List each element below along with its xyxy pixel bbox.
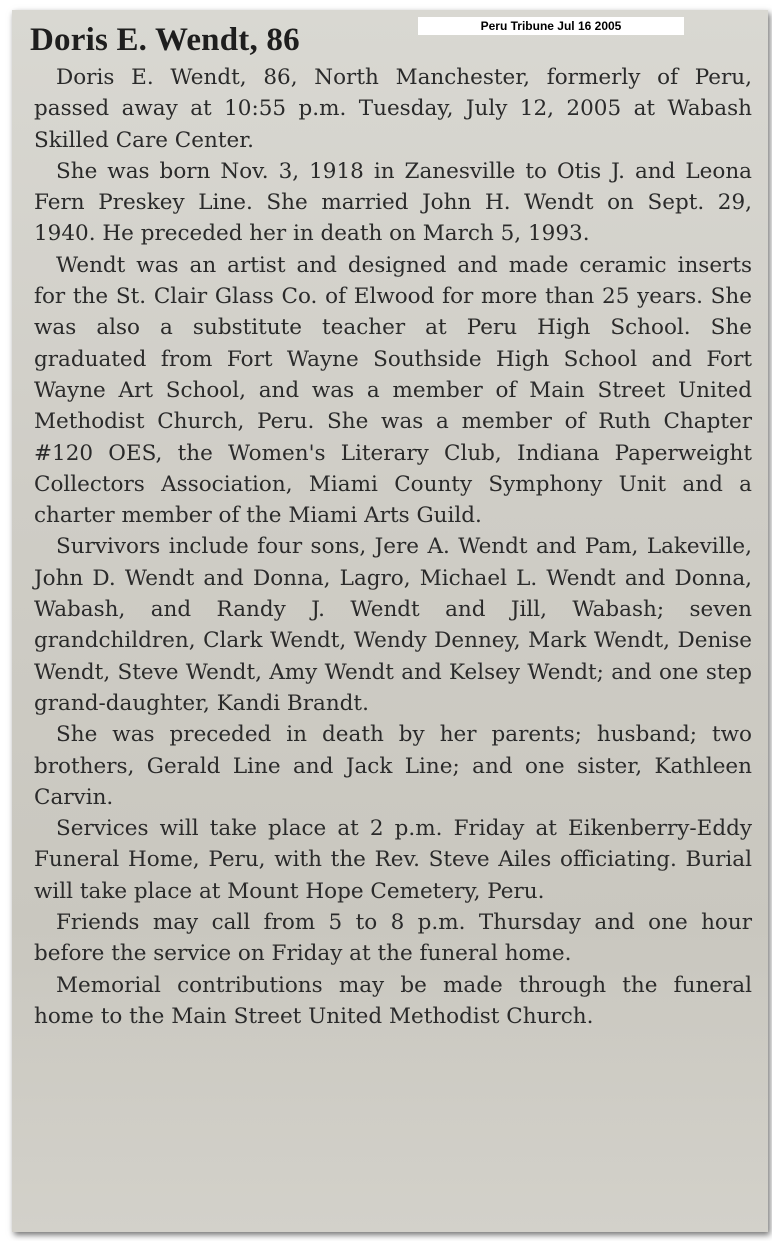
paragraph-death-notice: Doris E. Wendt, 86, North Manchester, formerly of Peru, passed away at 10:55 p.m. Tuesday, July 12, 2005 at Wabash Skilled Care Center. (34, 65, 752, 153)
paragraph-memorials: Memorial contributions may be made through the funeral home to the Main Street United Methodist Church. (34, 972, 752, 1029)
paragraph-career-memberships: Wendt was an artist and designed and made ceramic inserts for the St. Clair Glass Co. of Elwood for more than 25 years. She was also a substitute teacher at Peru High School. She graduated from Fort Wayne Southside High School and Fort Wayne Art School, and was a member of Main Street United Methodist Church, Peru. She was a member of Ruth Chapter #120 OES, the Women's Literary Club, Indiana Paperweight Collectors Association, Miami County Symphony Unit and a charter member of the Miami Arts Guild. (34, 252, 752, 529)
newspaper-clipping (12, 10, 768, 1232)
paragraph-survivors: Survivors include four sons, Jere A. Wendt and Pam, Lakeville, John D. Wendt and Donna, Lagro, Michael L. Wendt and Donna, Wabash, and Randy J. Wendt and Jill, Wabash; seven grandchildren, Clark Wendt, Wendy Denney, Mark Wendt, Denise Wendt, Steve Wendt, Amy Wendt and Kelsey Wendt; and one step grand-daughter, Kandi Brandt. (34, 534, 752, 716)
obituary-body (34, 62, 752, 1032)
paragraph-services: Services will take place at 2 p.m. Friday at Eikenberry-Eddy Funeral Home, Peru, with the Rev. Steve Ailes officiating. Burial will take place at Mount Hope Cemetery, Peru. (34, 816, 752, 904)
paragraph-preceded-in-death: She was preceded in death by her parents; husband; two brothers, Gerald Line and Jack Line; and one sister, Kathleen Carvin. (34, 722, 752, 810)
paragraph-visitation: Friends may call from 5 to 8 p.m. Thursday and one hour before the service on Friday at the funeral home. (34, 910, 752, 967)
paragraph-birth-marriage: She was born Nov. 3, 1918 in Zanesville to Otis J. and Leona Fern Preskey Line. She married John H. Wendt on Sept. 29, 1940. He preceded her in death on March 5, 1993. (34, 158, 752, 247)
source-label: Peru Tribune Jul 16 2005 (418, 17, 684, 35)
obituary-headline: Doris E. Wendt, 86 (30, 22, 300, 58)
